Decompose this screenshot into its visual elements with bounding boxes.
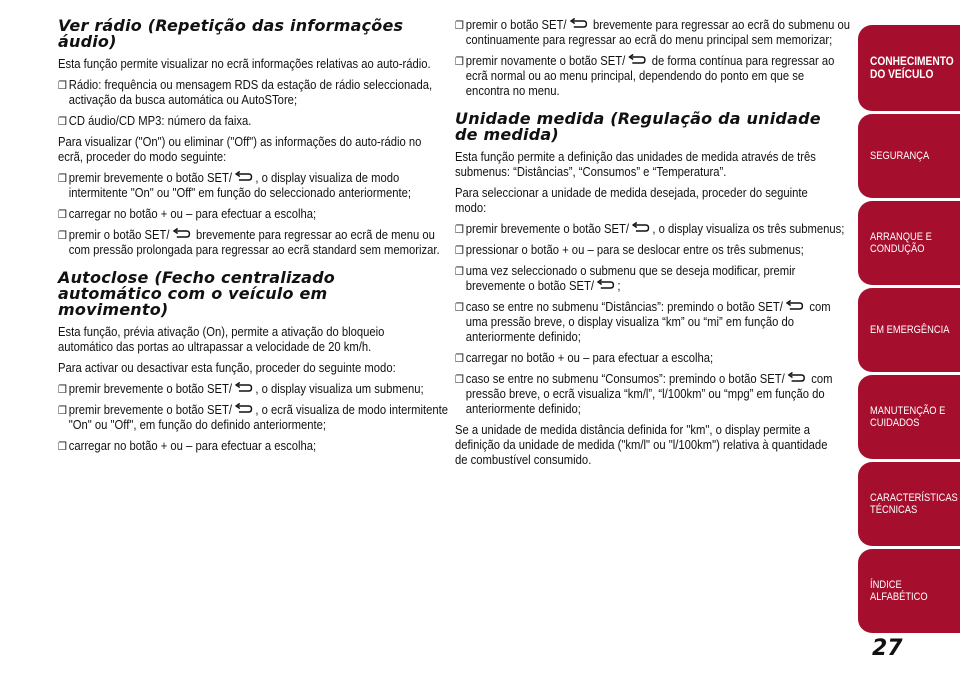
section-heading-autoclose: Autoclose (Fecho centralizado automático com o veículo em movimento) <box>58 268 335 319</box>
return-arrow-icon <box>596 279 616 291</box>
tab-label: CONHECIMENTO DO VEÍCULO <box>870 54 954 81</box>
list-item: ❐ caso se entre no submenu “Distâncias”: premindo o botão SET/ com uma pressão breve, o display visualiza “km” ou “mi” em função do anteriormente definido; <box>455 300 831 344</box>
page-number: 27 <box>872 636 903 661</box>
list-item: ❐ premir brevemente o botão SET/ , o display visualiza um submenu; <box>58 382 424 396</box>
list-item: ❐ Rádio: frequência ou mensagem RDS da estação de rádio seleccionada, activação da busca automática ou AutoSTore; <box>58 78 433 107</box>
return-arrow-icon <box>234 382 254 394</box>
list-item: ❐ uma vez seleccionado o submenu que se deseja modificar, premir brevemente o botão SET/ ; <box>455 264 796 293</box>
paragraph: Para seleccionar a unidade de medida desejada, proceder do seguinte modo: <box>455 186 808 215</box>
checkbox-bullet-icon: ❐ <box>455 302 464 314</box>
list-item: ❐ pressionar o botão + ou – para se deslocar entre os três submenus; <box>455 243 804 257</box>
tab-label: EM EMERGÊNCIA <box>870 324 950 336</box>
return-arrow-icon <box>785 300 805 312</box>
tab-arranque-e-conducao[interactable] <box>858 201 960 285</box>
tab-label: ARRANQUE E CONDUÇÃO <box>870 231 932 255</box>
return-arrow-icon <box>568 18 588 30</box>
list-item: ❐ carregar no botão + ou – para efectuar a escolha; <box>455 351 714 365</box>
checkbox-bullet-icon: ❐ <box>455 245 464 257</box>
checkbox-bullet-icon: ❐ <box>455 374 464 386</box>
return-arrow-icon <box>631 222 651 234</box>
checkbox-bullet-icon: ❐ <box>455 20 464 32</box>
section-heading-unidade-medida: Unidade medida (Regulação da unidade de medida) <box>455 109 821 144</box>
checkbox-bullet-icon: ❐ <box>455 353 464 365</box>
tab-seguranca[interactable] <box>858 114 960 198</box>
checkbox-bullet-icon: ❐ <box>58 209 67 221</box>
paragraph: Esta função permite a definição das unidades de medida através de três submenus: “Distâncias”, “Consumos” e “Temperatura”. <box>455 150 816 179</box>
list-item: ❐ carregar no botão + ou – para efectuar a escolha; <box>58 207 317 221</box>
list-item: ❐ carregar no botão + ou – para efectuar a escolha; <box>58 439 317 453</box>
return-arrow-icon <box>627 54 647 66</box>
checkbox-bullet-icon: ❐ <box>58 80 67 92</box>
paragraph: Esta função permite visualizar no ecrã informações relativas ao auto-rádio. <box>58 57 431 71</box>
tab-label: SEGURANÇA <box>870 150 930 162</box>
tab-label: MANUTENÇÃO E CUIDADOS <box>870 405 946 429</box>
section-heading-ver-radio: Ver rádio (Repetição das informações áudio) <box>58 16 404 51</box>
list-item: ❐ premir novamente o botão SET/ de forma contínua para regressar ao ecrã normal ou ao menu principal, dependendo do ponto em que se encontra no menu. <box>455 54 835 98</box>
checkbox-bullet-icon: ❐ <box>455 266 464 278</box>
checkbox-bullet-icon: ❐ <box>455 56 464 68</box>
paragraph: Esta função, prévia ativação (On), permite a ativação do bloqueio automático das portas ao ultrapassar a velocidade de 20 km/h. <box>58 325 385 354</box>
tab-conhecimento-do-veiculo[interactable] <box>858 25 960 111</box>
paragraph: Para visualizar ("On") ou eliminar ("Off") as informações do auto-rádio no ecrã, proceder do modo seguinte: <box>58 135 422 164</box>
checkbox-bullet-icon: ❐ <box>58 384 67 396</box>
return-arrow-icon <box>234 171 254 183</box>
checkbox-bullet-icon: ❐ <box>58 405 67 417</box>
right-column <box>455 18 851 474</box>
tab-label: CARACTERÍSTICAS TÉCNICAS <box>870 492 958 516</box>
list-item: ❐ premir o botão SET/ brevemente para regressar ao ecrã de menu ou com pressão prolongada para regressar ao ecrã standard sem memorizar. <box>58 228 440 257</box>
tab-caracteristicas-tecnicas[interactable] <box>858 462 960 546</box>
checkbox-bullet-icon: ❐ <box>58 116 67 128</box>
list-item: ❐ caso se entre no submenu “Consumos”: premindo o botão SET/ com pressão breve, o ecrã visualiza “km/l”, “l/100km” ou “mpg” em função do anteriormente definido; <box>455 372 833 416</box>
list-item: ❐ premir brevemente o botão SET/ , o display visualiza de modo intermitente "On" ou "Off" em função do seleccionado anteriormente; <box>58 171 412 200</box>
tab-em-emergencia[interactable] <box>858 288 960 372</box>
list-item: ❐ premir o botão SET/ brevemente para regressar ao ecrã do submenu ou continuamente para regressar ao ecrã do menu principal sem memorizar; <box>455 18 851 47</box>
return-arrow-icon <box>171 228 191 240</box>
checkbox-bullet-icon: ❐ <box>58 441 67 453</box>
checkbox-bullet-icon: ❐ <box>58 230 67 242</box>
checkbox-bullet-icon: ❐ <box>58 173 67 185</box>
paragraph: Se a unidade de medida distância definida for "km", o display permite a definição da unidade de medida ("km/l" ou "l/100km") relativa à quantidade de combustível consumido. <box>455 423 828 467</box>
list-item: ❐ CD áudio/CD MP3: número da faixa. <box>58 114 252 128</box>
list-item: ❐ premir brevemente o botão SET/ , o display visualiza os três submenus; <box>455 222 845 236</box>
tab-manutencao-e-cuidados[interactable] <box>858 375 960 459</box>
return-arrow-icon <box>787 372 807 384</box>
tab-label: ÍNDICE ALFABÉTICO <box>870 579 928 603</box>
list-item: ❐ premir brevemente o botão SET/ , o ecrã visualiza de modo intermitente "On" ou "Off", em função do definido anteriormente; <box>58 403 449 432</box>
tab-indice-alfabetico[interactable] <box>858 549 960 633</box>
chapter-tabs <box>858 25 960 636</box>
return-arrow-icon <box>234 403 254 415</box>
left-column <box>58 16 449 460</box>
paragraph: Para activar ou desactivar esta função, proceder do seguinte modo: <box>58 361 396 375</box>
checkbox-bullet-icon: ❐ <box>455 224 464 236</box>
